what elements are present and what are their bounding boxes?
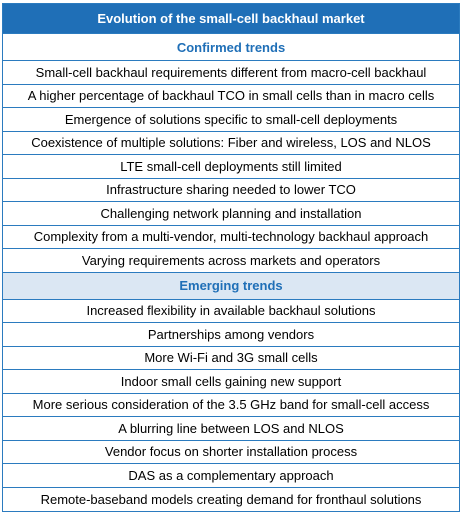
table-row: More Wi-Fi and 3G small cells <box>3 347 459 371</box>
table-row: Increased flexibility in available backhaul solutions <box>3 300 459 324</box>
table-row: Coexistence of multiple solutions: Fiber and wireless, LOS and NLOS <box>3 132 459 156</box>
table-row: Challenging network planning and installation <box>3 202 459 226</box>
section-heading-confirmed: Confirmed trends <box>3 34 459 61</box>
section-heading-emerging: Emerging trends <box>3 273 459 300</box>
table-row: DAS as a complementary approach <box>3 464 459 488</box>
table-row: Indoor small cells gaining new support <box>3 370 459 394</box>
table-row: Varying requirements across markets and operators <box>3 249 459 273</box>
table-row: Remote-baseband models creating demand for fronthaul solutions <box>40 491 422 507</box>
trends-table <box>2 3 460 512</box>
table-row: Partnerships among vendors <box>3 323 459 347</box>
table-row: A blurring line between LOS and NLOS <box>3 417 459 441</box>
table-row: Complexity from a multi-vendor, multi-technology backhaul approach <box>3 226 459 250</box>
table-row: Emergence of solutions specific to small-cell deployments <box>3 108 459 132</box>
table-row: Small-cell backhaul requirements different from macro-cell backhaul <box>3 61 459 85</box>
table-row: A higher percentage of backhaul TCO in small cells than in macro cells <box>3 85 459 109</box>
table-row: LTE small-cell deployments still limited <box>3 155 459 179</box>
table-row: Infrastructure sharing needed to lower TCO <box>3 179 459 203</box>
table-row: More serious consideration of the 3.5 GHz band for small-cell access <box>3 394 459 418</box>
table-row: Vendor focus on shorter installation process <box>3 441 459 465</box>
table-title: Evolution of the small-cell backhaul market <box>3 4 459 34</box>
